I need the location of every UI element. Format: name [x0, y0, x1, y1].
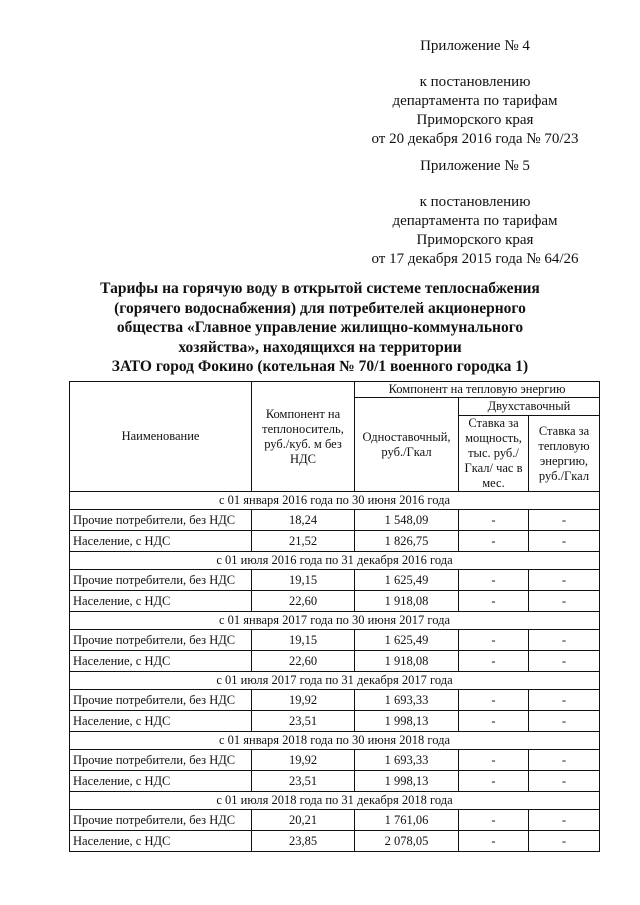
consumer-name-cell: Население, с НДС: [70, 591, 252, 612]
capacity-rate-cell: -: [459, 570, 529, 591]
coolant-tariff-cell: 19,15: [252, 630, 355, 651]
period-row: [70, 492, 600, 510]
coolant-tariff-cell: 20,21: [252, 810, 355, 831]
coolant-tariff-cell: 23,51: [252, 711, 355, 732]
coolant-tariff-cell: 23,51: [252, 771, 355, 792]
title-line: Тарифы на горячую воду в открытой системе теплоснабжения: [100, 280, 540, 297]
annex-number: Приложение № 5: [420, 158, 530, 174]
consumer-name-cell: Прочие потребители, без НДС: [70, 810, 252, 831]
title-line: хозяйства», находящихся на территории: [178, 338, 462, 356]
period-row: [70, 732, 600, 750]
coolant-tariff-cell: 22,60: [252, 651, 355, 672]
annex-line: к постановлению: [419, 74, 531, 90]
consumer-name-cell: Прочие потребители, без НДС: [70, 510, 252, 531]
table-row: [70, 651, 600, 672]
capacity-rate-cell: -: [459, 531, 529, 552]
annex-line: к постановлению: [419, 194, 531, 210]
single-rate-cell: 1 548,09: [355, 510, 459, 531]
capacity-rate-cell: -: [459, 831, 529, 852]
annex-line: Приморского края: [416, 112, 534, 128]
period-label: с 01 января 2018 года по 30 июня 2018 года: [70, 732, 600, 750]
single-rate-cell: 1 918,08: [355, 651, 459, 672]
capacity-rate-cell: -: [459, 651, 529, 672]
energy-rate-cell: -: [529, 591, 600, 612]
header-name: Наименование: [70, 382, 252, 492]
tariff-table: [69, 381, 600, 852]
coolant-tariff-cell: 22,60: [252, 591, 355, 612]
table-row: [70, 531, 600, 552]
header-single-rate: Одноставочный, руб./Гкал: [355, 398, 459, 492]
capacity-rate-cell: -: [459, 771, 529, 792]
energy-rate-cell: -: [529, 531, 600, 552]
capacity-rate-cell: -: [459, 810, 529, 831]
coolant-tariff-cell: 19,15: [252, 570, 355, 591]
annex-5-block: [340, 157, 610, 269]
single-rate-cell: 2 078,05: [355, 831, 459, 852]
energy-rate-cell: -: [529, 810, 600, 831]
single-rate-cell: 1 693,33: [355, 750, 459, 771]
table-row: [70, 591, 600, 612]
header-two-rate: Двухставочный: [459, 398, 600, 416]
single-rate-cell: 1 998,13: [355, 771, 459, 792]
annex-line: департамента по тарифам: [392, 93, 558, 109]
table-row: [70, 690, 600, 711]
consumer-name-cell: Население, с НДС: [70, 711, 252, 732]
capacity-rate-cell: -: [459, 750, 529, 771]
energy-rate-cell: -: [529, 510, 600, 531]
consumer-name-cell: Население, с НДС: [70, 651, 252, 672]
title-line: ЗАТО город Фокино (котельная № 70/1 военного городка 1): [111, 358, 529, 375]
period-label: с 01 января 2017 года по 30 июня 2017 года: [70, 612, 600, 630]
table-row: [70, 570, 600, 591]
table-row: [70, 771, 600, 792]
capacity-rate-cell: -: [459, 690, 529, 711]
period-label: с 01 июля 2018 года по 31 декабря 2018 года: [70, 792, 600, 810]
capacity-rate-cell: -: [459, 510, 529, 531]
table-row: [70, 750, 600, 771]
consumer-name-cell: Прочие потребители, без НДС: [70, 750, 252, 771]
energy-rate-cell: -: [529, 771, 600, 792]
period-row: [70, 552, 600, 570]
single-rate-cell: 1 998,13: [355, 711, 459, 732]
header-capacity-rate: Ставка за мощность, тыс. руб./Гкал/ час в мес.: [459, 416, 529, 492]
coolant-tariff-cell: 19,92: [252, 750, 355, 771]
single-rate-cell: 1 918,08: [355, 591, 459, 612]
period-label: с 01 июля 2017 года по 31 декабря 2017 года: [70, 672, 600, 690]
table-row: [70, 831, 600, 852]
table-row: [70, 510, 600, 531]
energy-rate-cell: -: [529, 750, 600, 771]
header-energy-rate: Ставка за тепловую энергию, руб./Гкал: [529, 416, 600, 492]
consumer-name-cell: Население, с НДС: [70, 771, 252, 792]
single-rate-cell: 1 625,49: [355, 570, 459, 591]
coolant-tariff-cell: 21,52: [252, 531, 355, 552]
period-row: [70, 612, 600, 630]
single-rate-cell: 1 625,49: [355, 630, 459, 651]
period-label: с 01 января 2016 года по 30 июня 2016 года: [70, 492, 600, 510]
annex-number: Приложение № 4: [420, 38, 530, 54]
annex-line: департамента по тарифам: [392, 213, 558, 229]
annex-4-block: [340, 37, 610, 149]
table-row: [70, 630, 600, 651]
title-line: общества «Главное управление жилищно-коммунального: [116, 319, 524, 336]
coolant-tariff-cell: 19,92: [252, 690, 355, 711]
document-title: [100, 279, 540, 377]
energy-rate-cell: -: [529, 690, 600, 711]
consumer-name-cell: Прочие потребители, без НДС: [70, 690, 252, 711]
energy-rate-cell: -: [529, 570, 600, 591]
consumer-name-cell: Прочие потребители, без НДС: [70, 570, 252, 591]
energy-rate-cell: -: [529, 831, 600, 852]
single-rate-cell: 1 761,06: [355, 810, 459, 831]
period-row: [70, 672, 600, 690]
single-rate-cell: 1 826,75: [355, 531, 459, 552]
consumer-name-cell: Население, с НДС: [70, 531, 252, 552]
annex-line: Приморского края: [416, 232, 534, 248]
annex-line: от 20 декабря 2016 года № 70/23: [371, 131, 579, 147]
title-line: (горячего водоснабжения) для потребителей акционерного: [114, 299, 526, 317]
header-energy-component: Компонент на тепловую энергию: [355, 382, 600, 398]
energy-rate-cell: -: [529, 711, 600, 732]
capacity-rate-cell: -: [459, 630, 529, 651]
consumer-name-cell: Население, с НДС: [70, 831, 252, 852]
period-row: [70, 792, 600, 810]
coolant-tariff-cell: 23,85: [252, 831, 355, 852]
table-row: [70, 711, 600, 732]
coolant-tariff-cell: 18,24: [252, 510, 355, 531]
tariff-table-body: [70, 492, 600, 852]
consumer-name-cell: Прочие потребители, без НДС: [70, 630, 252, 651]
capacity-rate-cell: -: [459, 591, 529, 612]
single-rate-cell: 1 693,33: [355, 690, 459, 711]
header-coolant-component: Компонент на теплоноситель, руб./куб. м без НДС: [252, 382, 355, 492]
table-row: [70, 810, 600, 831]
energy-rate-cell: -: [529, 651, 600, 672]
period-label: с 01 июля 2016 года по 31 декабря 2016 года: [70, 552, 600, 570]
annex-line: от 17 декабря 2015 года № 64/26: [371, 251, 579, 267]
energy-rate-cell: -: [529, 630, 600, 651]
capacity-rate-cell: -: [459, 711, 529, 732]
